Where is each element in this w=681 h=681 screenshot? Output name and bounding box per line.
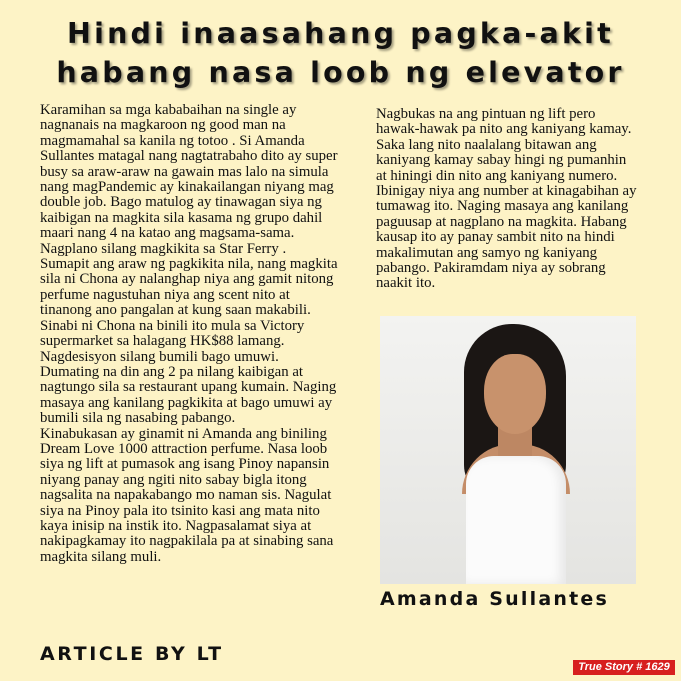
photo-face [484, 354, 546, 434]
photo-caption: Amanda Sullantes [380, 588, 609, 610]
article-byline: ARTICLE BY LT [40, 643, 224, 665]
article-title [0, 14, 681, 92]
true-story-badge: True Story # 1629 [573, 660, 675, 675]
article-body-right-column: Nagbukas na ang pintuan ng lift pero hawak-hawak pa nito ang kaniyang kamay. Saka lang nito naalalang bitawan ang kaniyang kamay sabay hingi ng pumanhin at hiningi din nito ang kaniyang numero. Ibinigay niya ang number at kinagabihan ay tumawag ito. Naging masaya ang kanilang paguusap at nagplano na magkita. Habang kausap ito ay panay sambit nito na hindi makalimutan ang samyo ng kaniyang pabango. Pakiramdam niya ay sobrang naakit ito. [376, 106, 637, 292]
title-line-2: habang nasa loob ng elevator [56, 56, 625, 89]
article-body-left-column: Karamihan sa mga kababaihan na single ay nagnanais na magkaroon ng good man na magmamahal sa kanila ng totoo . Si Amanda Sullantes matagal nang nagtatrabaho dito ay super busy sa araw-araw na gawain mas lalo na simula nang magPandemic ay kinakailangan niyang mag double job. Bago matulog ay tinawagan siya ng kaibigan na magkita sila kasama ng grupo dahil maari nang 4 na katao ang magsama-sama. Nagplano silang magkikita sa Star Ferry . Sumapit ang araw ng pagkikita nila, nang magkita sila ni Chona ay nalanghap niya ang gamit nitong perfume nagustuhan niya ang scent nito at tinanong ano pangalan at kung saan makabili. Sinabi ni Chona na binili ito mula sa Victory supermarket sa halagang HK$88 lamang. Nagdesisyon silang bumili bago umuwi. Dumating na din ang 2 pa nilang kaibigan at nagtungo sila sa restaurant upang kumain. Naging masaya ang kanilang pagkikita at bago umuwi ay bumili sila ng nasabing pabango. Kinabukasan ay ginamit ni Amanda ang biniling Dream Love 1000 attraction perfume. Nasa loob siya ng lift at pumasok ang isang Pinoy napansin niyang panay ang ngiti nito sabay bigla itong nagsalita na napakabango mo naman sis. Nagulat siya na Pinoy pala ito tsinito kasi ang mata nito kaya inisip na instik ito. Nagpasalamat siya at nakipagkamay ito nagpakilala pa at sinabing sana magkita silang muli. [40, 102, 338, 565]
title-line-1: Hindi inaasahang pagka-akit [67, 17, 614, 50]
photo-white-top [466, 456, 566, 584]
portrait-photo [380, 316, 636, 584]
